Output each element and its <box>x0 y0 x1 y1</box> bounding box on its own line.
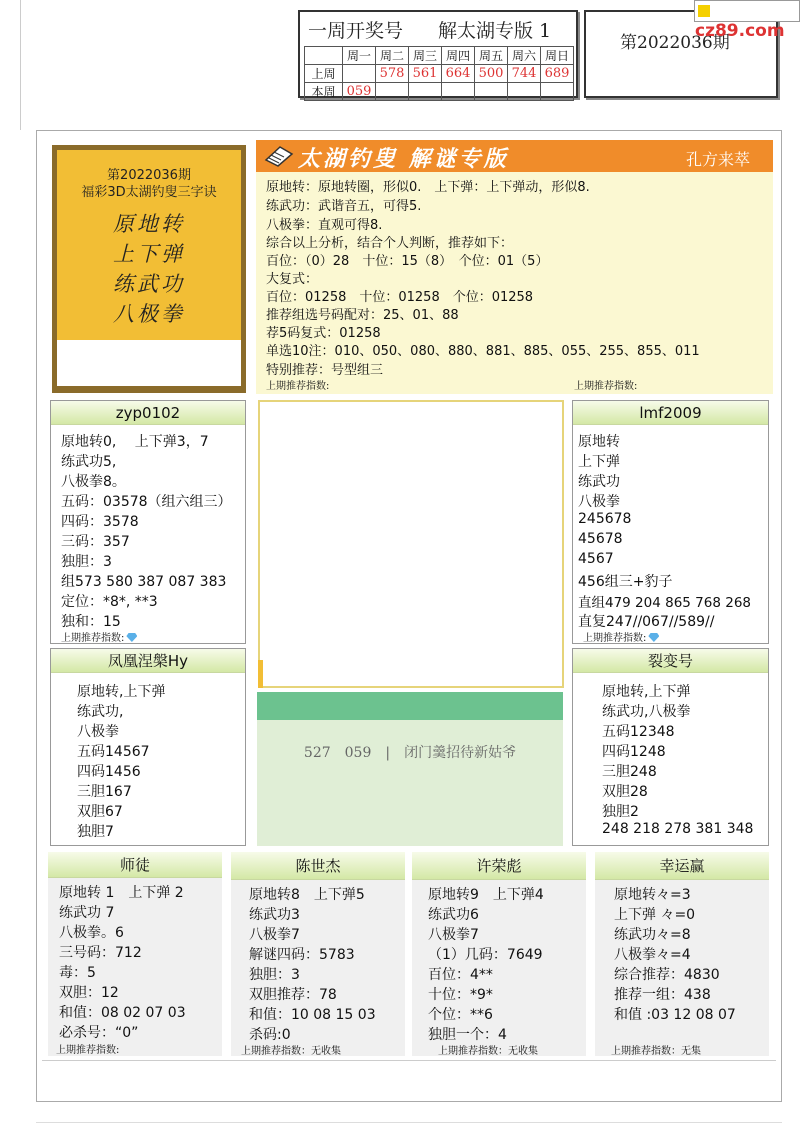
table-row <box>305 83 574 101</box>
middle-info-text: 527 059 | 闭门羹招待新姑爷 <box>303 745 517 761</box>
card-line: 八极拳8。 <box>61 474 126 490</box>
card-line: 三胆248 <box>602 764 657 780</box>
main-panel <box>256 140 773 394</box>
issue-number: 第2022036期 <box>620 33 730 53</box>
card-line: 原地转 <box>578 434 620 450</box>
card-line: 独胆一个：4 <box>428 1027 507 1043</box>
title-card-line: 上下弹 <box>113 242 185 266</box>
card-line: 独胆7 <box>77 824 114 840</box>
card-title: 许荣彪 <box>412 852 586 880</box>
card-line: 杀码:0 <box>249 1027 291 1043</box>
card-line: 248 218 278 381 348 <box>602 821 754 837</box>
card-line: 练武功,八极拳 <box>602 704 691 720</box>
result-cell: 744 <box>508 65 541 83</box>
card-title: lmf2009 <box>573 401 768 425</box>
center-box-accent <box>258 660 263 688</box>
card-line: 四码1248 <box>602 744 666 760</box>
middle-info-area <box>257 720 563 846</box>
card-line: 双胆67 <box>77 804 123 820</box>
card-line: 定位：*8*, **3 <box>61 594 158 610</box>
card-title: 师徒 <box>48 852 222 878</box>
weekly-results-table <box>304 46 574 101</box>
card-line: 原地转々=3 <box>614 887 691 903</box>
analysis-line: 特别推荐：号型组三 <box>266 363 384 378</box>
rating-note: 上期推荐指数：无收集 <box>438 1046 538 1057</box>
card-line: 上下弹 <box>578 454 620 470</box>
card-line: 八极拳7 <box>428 927 479 943</box>
rating-note <box>61 629 137 644</box>
card-line: 独胆2 <box>602 804 639 820</box>
card-line: 毒：5 <box>59 965 96 981</box>
card-line: 直复247//067//589// <box>578 614 715 630</box>
card-line: 和值：10 08 15 03 <box>249 1007 376 1023</box>
card-xurongbiao <box>412 852 586 1056</box>
result-cell: 059 <box>343 83 376 101</box>
card-line: （1）几码：7649 <box>428 947 543 963</box>
result-cell: 500 <box>475 65 508 83</box>
card-line: 五码12348 <box>602 724 675 740</box>
card-line: 八极拳。6 <box>59 925 124 941</box>
card-liebian <box>572 648 769 846</box>
result-cell <box>409 83 442 101</box>
card-line: 四码1456 <box>77 764 141 780</box>
card-line: 双胆28 <box>602 784 648 800</box>
title-card-subtitle: 福彩3D太湖钓叟三字诀 <box>81 185 217 200</box>
card-line: 练武功 7 <box>59 905 115 921</box>
card-line: 4567 <box>578 551 614 567</box>
card-line: 练武功 <box>578 474 620 490</box>
result-cell: 664 <box>442 65 475 83</box>
result-cell: 561 <box>409 65 442 83</box>
card-line: 五码14567 <box>77 744 150 760</box>
card-line: 原地转 1 上下弹 2 <box>59 885 184 901</box>
title-card <box>52 145 246 393</box>
card-line: 上下弹 々=0 <box>614 907 696 923</box>
logo-square-icon <box>698 5 710 17</box>
row-label: 本周 <box>305 83 343 101</box>
card-line: 解谜四码：5783 <box>249 947 355 963</box>
title-card-issue: 第2022036期 <box>107 168 191 183</box>
card-line: 四码：3578 <box>61 514 139 530</box>
result-cell <box>475 83 508 101</box>
card-line: 原地转,上下弹 <box>77 684 166 700</box>
card-line: 245678 <box>578 511 632 527</box>
card-title: 裂变号 <box>573 649 768 673</box>
day-header: 周三 <box>409 47 442 65</box>
title-card-blank <box>57 340 241 386</box>
result-cell <box>343 65 376 83</box>
footer-divider <box>42 1060 776 1061</box>
analysis-line: 百位：01258 十位：01258 个位：01258 <box>266 290 534 305</box>
site-logo[interactable] <box>694 0 800 41</box>
analysis-line: 单选10注：010、050、080、880、881、885、055、255、855、011 <box>266 344 700 359</box>
analysis-line: 原地转：原地转圈，形似0. 上下弹：上下弹动，形似8. <box>266 180 590 195</box>
rating-label: 上期推荐指数: <box>583 633 647 644</box>
card-line: 十位：*9* <box>428 987 493 1003</box>
card-title: 幸运赢 <box>595 852 769 880</box>
analysis-line: 综合以上分析，结合个人判断，推荐如下： <box>266 236 514 251</box>
card-shitu <box>48 852 222 1056</box>
row-label: 上周 <box>305 65 343 83</box>
card-line: 和值 :03 12 08 07 <box>614 1007 736 1023</box>
card-line: 八极拳7 <box>249 927 300 943</box>
rating-note: 上期推荐指数：无收集 <box>241 1046 341 1057</box>
title-card-line: 练武功 <box>113 272 185 296</box>
analysis-line: 练武功：武谐音五，可得5. <box>266 199 422 214</box>
card-chenshijie <box>231 852 405 1056</box>
title-card-inner <box>57 150 241 340</box>
day-header: 周六 <box>508 47 541 65</box>
card-line: 独胆：3 <box>61 554 112 570</box>
day-header: 周二 <box>376 47 409 65</box>
card-line: 八极拳 <box>77 724 119 740</box>
card-fenghuang <box>50 648 246 846</box>
center-image-box <box>258 400 564 688</box>
rating-note: 上期推荐指数: <box>266 381 330 392</box>
rating-note <box>583 629 659 644</box>
rating-note: 上期推荐指数: <box>574 381 638 392</box>
main-panel-author: 孔方来萃 <box>686 150 751 169</box>
analysis-line: 推荐组选号码配对：25、01、88 <box>266 308 459 323</box>
card-line: 45678 <box>578 531 623 547</box>
main-panel-title: 太湖钓叟 解谜专版 <box>298 146 509 172</box>
card-line: 练武功, <box>77 704 124 720</box>
card-line: 原地转0, 上下弹3，7 <box>61 434 209 450</box>
card-line: 直组479 204 865 768 268 <box>578 595 752 611</box>
day-header: 周一 <box>343 47 376 65</box>
card-line: 三号码：712 <box>59 945 142 961</box>
card-line: 原地转,上下弹 <box>602 684 691 700</box>
card-line: 独胆：3 <box>249 967 300 983</box>
day-header: 周四 <box>442 47 475 65</box>
card-line: 三码：357 <box>61 534 130 550</box>
result-cell: 578 <box>376 65 409 83</box>
card-line: 八极拳々=4 <box>614 947 691 963</box>
logo-text: cz89.com <box>695 21 785 41</box>
card-line: 双胆推荐：78 <box>249 987 337 1003</box>
card-line: 必杀号：“0” <box>59 1025 139 1041</box>
card-line: 推荐一组：438 <box>614 987 711 1003</box>
weekly-results-box <box>298 10 578 98</box>
day-header: 周日 <box>541 47 574 65</box>
card-line: 综合推荐：4830 <box>614 967 720 983</box>
card-title: zyp0102 <box>51 401 245 425</box>
main-panel-header <box>256 140 773 172</box>
diamond-icon <box>648 633 659 642</box>
card-line: 独和：15 <box>61 614 121 630</box>
rating-label: 上期推荐指数: <box>61 633 125 644</box>
card-line: 练武功5, <box>61 454 117 470</box>
card-xingyunying <box>595 852 769 1056</box>
rating-note: 上期推荐指数: <box>56 1045 120 1056</box>
result-cell <box>376 83 409 101</box>
bottom-rule <box>36 1122 782 1123</box>
table-row <box>305 65 574 83</box>
analysis-line: 荐5码复式：01258 <box>266 326 381 341</box>
weekly-title: 一周开奖号 <box>308 20 404 42</box>
left-rule <box>20 0 21 130</box>
analysis-line: 大复式： <box>266 272 319 287</box>
result-cell <box>508 83 541 101</box>
card-line: 原地转8 上下弹5 <box>249 887 365 903</box>
day-header: 周五 <box>475 47 508 65</box>
title-card-line: 原地转 <box>113 212 185 236</box>
result-cell <box>442 83 475 101</box>
diamond-icon <box>126 633 137 642</box>
card-zyp0102 <box>50 400 246 644</box>
card-lmf2009 <box>572 400 769 644</box>
card-line: 百位：4** <box>428 967 493 983</box>
card-line: 个位：**6 <box>428 1007 493 1023</box>
special-title: 解太湖专版 1 <box>438 20 552 42</box>
card-line: 组573 580 387 087 383 <box>61 574 227 590</box>
card-line: 三胆167 <box>77 784 132 800</box>
card-line: 双胆：12 <box>59 985 119 1001</box>
card-line: 练武功3 <box>249 907 300 923</box>
result-cell <box>541 83 574 101</box>
card-line: 和值：08 02 07 03 <box>59 1005 186 1021</box>
card-title: 凤凰涅槃Hy <box>51 649 245 673</box>
analysis-line: 百位：（0）28 十位：15（8） 个位：01（5） <box>266 254 549 269</box>
card-title: 陈世杰 <box>231 852 405 880</box>
result-cell: 689 <box>541 65 574 83</box>
table-header-row <box>305 47 574 65</box>
card-line: 练武功々=8 <box>614 927 691 943</box>
middle-green-bar <box>257 692 563 720</box>
rating-note: 上期推荐指数：无集 <box>611 1046 701 1057</box>
title-card-line: 八极拳 <box>113 302 185 326</box>
card-line: 五码：03578（组六组三） <box>61 494 232 510</box>
card-line: 原地转9 上下弹4 <box>428 887 544 903</box>
card-line: 456组三+豹子 <box>578 574 673 590</box>
card-line: 练武功6 <box>428 907 479 923</box>
book-icon <box>264 144 294 168</box>
card-line: 八极拳 <box>578 494 620 510</box>
analysis-line: 八极拳：直观可得8. <box>266 218 383 233</box>
